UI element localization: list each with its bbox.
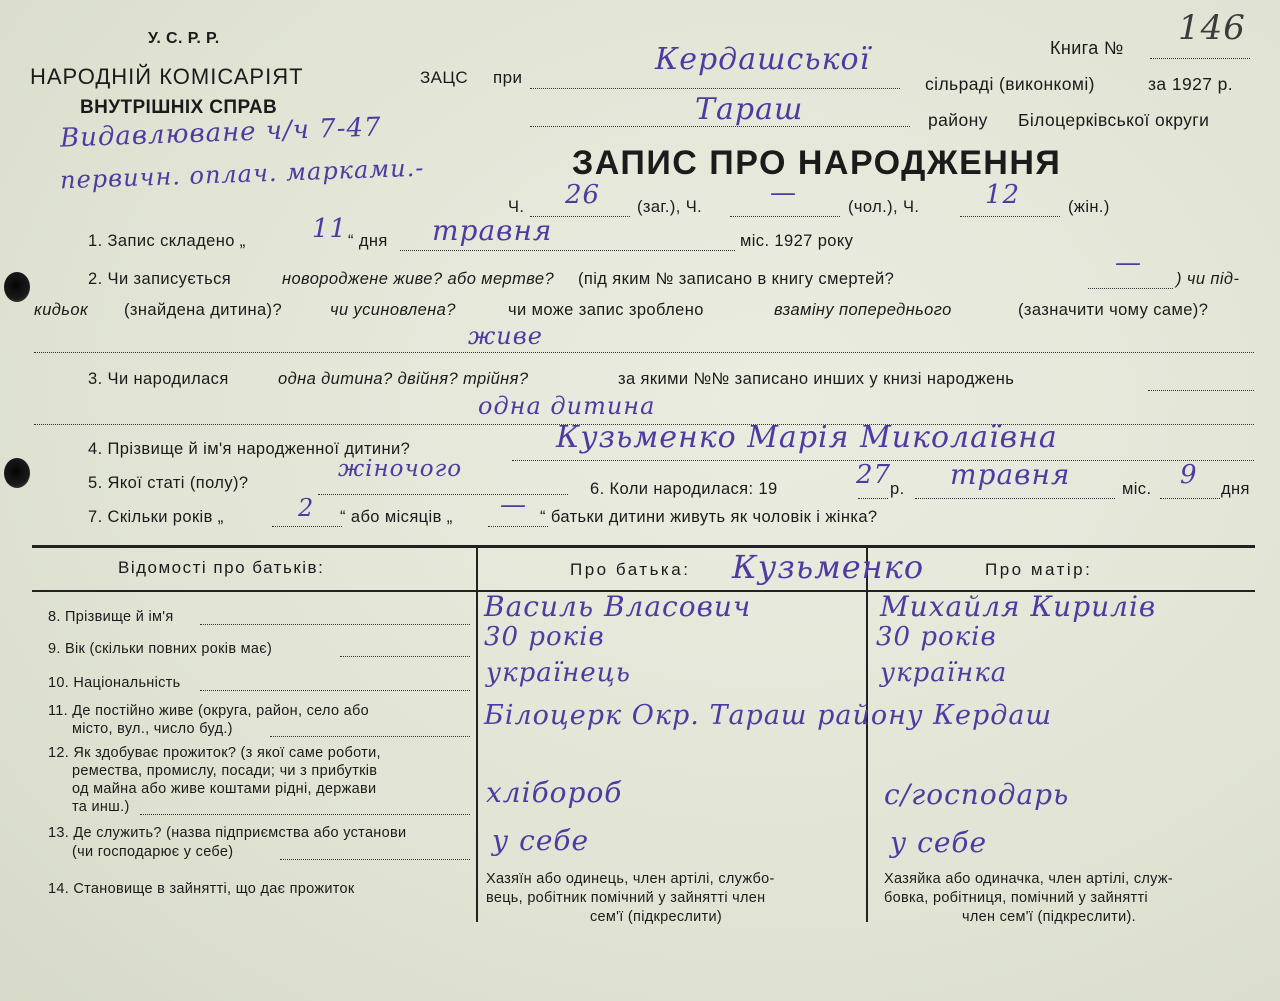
number-male-label: (чол.), Ч. [848, 198, 920, 216]
q6-month-label: міс. [1122, 480, 1152, 498]
q6-year-label: р. [890, 480, 905, 498]
q6-year: 27 [856, 460, 892, 490]
q2-line2-d: чи може запис зроблено [508, 301, 704, 319]
q1-day-label: “ дня [348, 232, 388, 250]
q1-month: травня [432, 214, 553, 247]
q7-months: — [500, 490, 527, 520]
q2-line2-e: взаміну попереднього [774, 301, 952, 319]
row10-mother: українка [880, 658, 1008, 688]
q2-line1-c: (під яким № записано в книгу смертей? [578, 270, 895, 288]
row12-label-1: 12. Як здобуває прожиток? (з якої саме роботи, [48, 745, 381, 761]
year-text: за 1927 р. [1148, 74, 1234, 94]
q3-b: одна дитина? двійня? трійня? [278, 370, 529, 388]
table-col1-header: Відомості про батьків: [118, 558, 325, 577]
hw-village: Кердашської [655, 42, 871, 77]
book-number: 146 [1178, 8, 1246, 48]
book-label: Книга № [1050, 38, 1124, 58]
q7-years: 2 [298, 494, 315, 522]
q4-label: 4. Прізвище й ім'я народженної дитини? [88, 440, 411, 458]
number-male: — [770, 178, 797, 208]
row12-mother: с/господарь [884, 778, 1070, 811]
row11-label-1: 11. Де постійно живе (округа, район, село або [48, 703, 370, 719]
zags-label: ЗАЦС [420, 68, 469, 87]
row12-label-2: ремества, промислу, посади; чи з прибутків [72, 763, 378, 779]
q3-c: за якими №№ записано инших у книзі народжень [618, 370, 1015, 388]
row12-father: хлібороб [486, 776, 623, 809]
row9-father: 30 років [484, 622, 605, 652]
q7-mid: “ або місяців „ [340, 508, 453, 526]
okruha-text: Білоцерківської округи [1018, 110, 1210, 130]
row13-mother: у себе [890, 826, 988, 859]
q3-answer: одна дитина [478, 392, 656, 420]
raion-text: району [928, 110, 988, 130]
table-col2-header: Про батька: [570, 560, 691, 579]
village-council-text: сільраді (виконкомі) [925, 74, 1095, 94]
zags-pri: при [493, 68, 523, 87]
table-col-divider-1 [476, 547, 478, 922]
number-ch-label: Ч. [508, 198, 525, 216]
row14-father-1: Хазяїн або одинець, член артілі, службо- [486, 871, 775, 887]
row10-label: 10. Національність [48, 675, 181, 691]
q2-line1-b: новороджене живе? або мертве? [282, 270, 555, 288]
table-col-divider-2 [866, 547, 868, 922]
q2-line1-a: 2. Чи записується [88, 270, 232, 288]
row14-father-3: сем'ї (підкреслити) [590, 909, 723, 925]
q2-line2-c: чи усиновлена? [330, 301, 456, 319]
row11-label-2: місто, вул., число буд.) [72, 721, 233, 737]
row14-mother-2: бовка, робітниця, помічний у зайнятті [884, 890, 1148, 906]
q1-tail: міс. 1927 року [740, 232, 854, 250]
q2-line2-a: кидьок [34, 301, 89, 319]
row14-father-2: вець, робітник помічний у зайнятті член [486, 890, 766, 906]
q1-day: 11 [312, 214, 348, 244]
row14-label: 14. Становище в зайнятті, що дає прожиток [48, 881, 355, 897]
table-col3-header: Про матір: [985, 560, 1093, 579]
ussr-label: У. С. Р. Р. [148, 30, 220, 47]
row11-father: Білоцерк Окр. Тараш району Кердаш [484, 700, 1053, 731]
row10-father: українець [486, 658, 631, 688]
row8-mother: Михайля Кирилів [880, 590, 1157, 623]
row13-label-2: (чи господарює у себе) [72, 844, 234, 860]
row8-label: 8. Прізвище й ім'я [48, 609, 174, 625]
q6-month: травня [950, 458, 1071, 491]
row9-mother: 30 років [876, 622, 997, 652]
row14-mother-1: Хазяйка або одиначка, член артілі, служ- [884, 871, 1173, 887]
number-total-label: (заг.), Ч. [637, 198, 703, 216]
q2-line2-f: (зазначити чому саме)? [1018, 301, 1209, 319]
q2-answer: живе [468, 322, 543, 350]
table-top-rule [32, 545, 1255, 548]
q1-label: 1. Запис складено „ [88, 232, 246, 250]
number-total: 26 [565, 180, 601, 210]
table-surname-hw: Кузьменко [732, 548, 925, 586]
q4-answer: Кузьменко Марія Миколаївна [556, 420, 1058, 455]
document-title: ЗАПИС ПРО НАРОДЖЕННЯ [572, 144, 1062, 182]
q5-answer: жіночого [338, 456, 463, 482]
row9-label: 9. Вік (скільки повних років має) [48, 641, 273, 657]
row8-father: Василь Власович [484, 590, 752, 623]
q2-line1-d: ) чи під- [1176, 270, 1240, 288]
commissariat-line1: НАРОДНІЙ КОМІСАРІЯТ [30, 64, 304, 89]
row13-father: у себе [492, 824, 590, 857]
commissariat-line2: ВНУТРІШНІХ СПРАВ [80, 97, 278, 118]
row12-label-4: та инш.) [72, 799, 130, 815]
q2-line1-dash: — [1115, 248, 1142, 278]
row13-label-1: 13. Де служить? (назва підприємства або установи [48, 825, 407, 841]
stamp-note-2: первичн. оплач. марками.- [59, 153, 425, 195]
row12-label-3: од майна або живе коштами рідні, держави [72, 781, 377, 797]
punch-hole [4, 458, 30, 488]
punch-hole [4, 272, 30, 302]
q3-a: 3. Чи народилася [88, 370, 229, 388]
q6-label: 6. Коли народилася: 19 [590, 480, 778, 498]
q2-line2-b: (знайдена дитина)? [124, 301, 283, 319]
q7-label: 7. Скільки років „ [88, 508, 224, 526]
q6-day: 9 [1180, 460, 1198, 490]
q7-tail: “ батьки дитини живуть як чоловік і жінка? [540, 508, 878, 526]
number-female: 12 [985, 180, 1021, 210]
q5-label: 5. Якої статі (полу)? [88, 474, 249, 492]
hw-raion: Тараш [695, 92, 804, 127]
number-female-label: (жін.) [1068, 198, 1110, 216]
row14-mother-3: член сем'ї (підкреслити). [962, 909, 1136, 925]
stamp-note-1: Видавлюване ч/ч 7-47 [59, 112, 383, 154]
q6-day-label: дня [1221, 480, 1250, 498]
